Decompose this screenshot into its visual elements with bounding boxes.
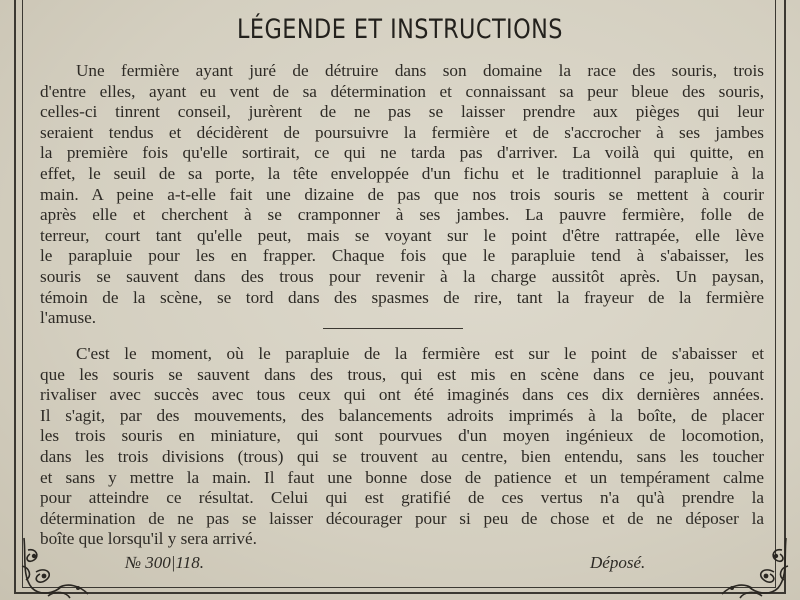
text-line: Une fermière ayant juré de détruire dans son domaine la race des souris, trois [76, 61, 764, 80]
section-divider [323, 328, 463, 329]
text-line: et sans y mettre la main. Il faut une bonne dose de patience et un tempérament calme [40, 467, 764, 487]
text-line: l'amuse. [40, 308, 97, 328]
text-line: les trois souris en miniature, qui sont pourvues d'un moyen ingénieux de locomotion, [40, 426, 764, 446]
floral-corner-ornament-icon [18, 528, 98, 600]
text-line: pour atteindre ce résultat. Celui qui est gratifié de ces vertus n'a qu'à prendre la [40, 488, 764, 508]
text-line: rivaliser avec succès avec tous ceux qui ont été imaginés dans ces dix dernières années. [40, 385, 764, 405]
text-line: après elle et cherchent à se cramponner à ses jambes. La pauvre fermière, folle de [40, 205, 764, 225]
floral-corner-ornament-icon [712, 528, 792, 600]
text-line: que les souris se sauvent dans des trous, qui est mis en scène dans ce jeu, pouvant [40, 364, 764, 384]
text-line: la première fois qu'elle sortirait, ce qui ne tarda pas d'arriver. La voilà qui quitte, en [40, 143, 764, 163]
text-line: Il s'agit, par des mouvements, des balancements adroits imprimés à la boîte, de placer [40, 405, 764, 425]
text-line: le parapluie pour les en frapper. Chaque fois que le parapluie tend à s'abaisser, les [40, 246, 764, 266]
paragraph-instructions [40, 344, 764, 550]
paragraph-legend [40, 61, 764, 329]
text-line: celles-ci tinrent conseil, jurèrent de ne pas se laisser prendre aux pièges qui leur [40, 102, 764, 122]
text-line: effet, le seuil de sa porte, la tête enveloppée d'un fichu et le traditionnel parapluie à la [40, 163, 764, 183]
text-line: C'est le moment, où le parapluie de la fermière est sur le point de s'abaisser et [76, 344, 764, 363]
text-line: boîte que lorsqu'il y sera arrivé. [40, 529, 257, 549]
text-line: témoin de la scène, se tord dans des spasmes de rire, tant la frayeur de la fermière [40, 287, 764, 307]
text-line: terreur, court tant qu'elle peut, mais se voyant sur le point d'être rattrapée, elle lève [40, 225, 764, 245]
text-line: d'entre elles, ayant eu vent de sa détermination et connaissant sa peur bleue des souris, [40, 81, 764, 101]
text-line: seraient tendus et décidèrent de poursuivre la fermière et de s'accrocher à ses jambes [40, 122, 764, 142]
deposit-mark: Déposé. [590, 553, 646, 572]
text-line: détermination de ne pas se laisser décourager pour si peu de chose et de ne déposer la [40, 508, 764, 528]
text-line: main. A peine a-t-elle fait une dizaine de pas que nos trois souris se mettent à courir [40, 184, 764, 204]
catalog-number: № 300|118. [125, 553, 204, 572]
text-line: dans les trois divisions (trous) qui se trouvent au centre, bien entendu, sans les toucher [40, 446, 764, 466]
page-title: LÉGENDE ET INSTRUCTIONS [237, 14, 563, 45]
text-line: souris se sauvent dans des trous pour revenir à la charge aussitôt après. Un paysan, [40, 266, 764, 286]
